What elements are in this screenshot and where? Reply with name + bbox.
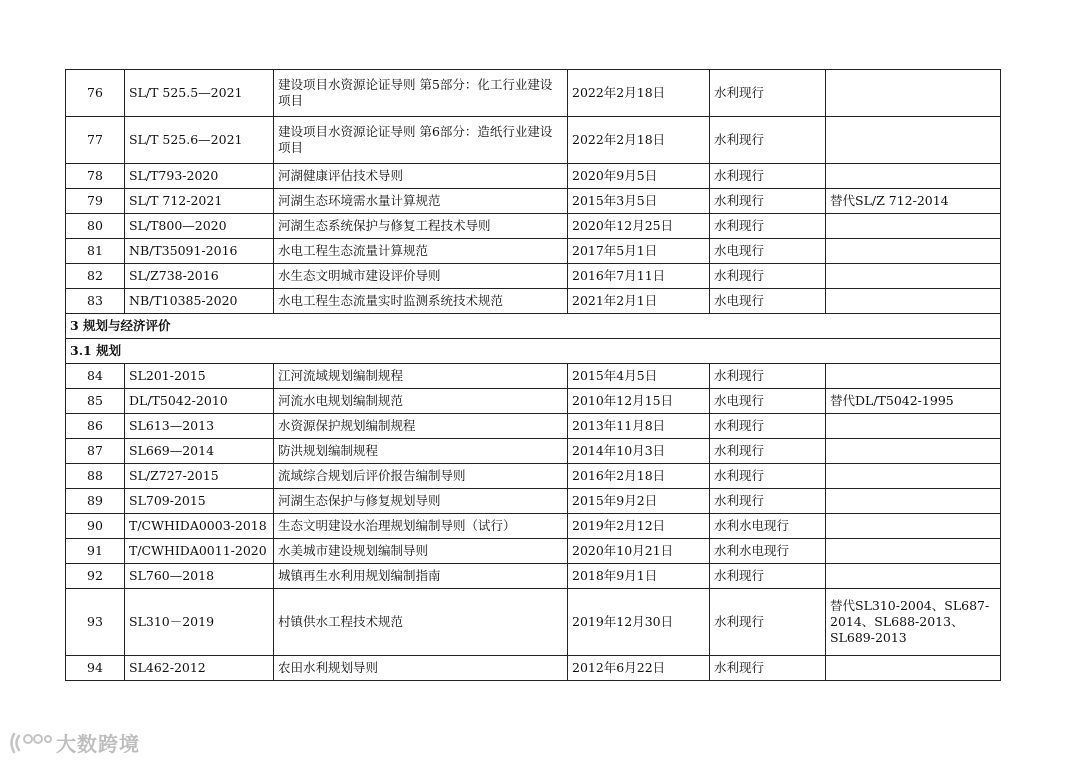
cell-date: 2018年9月1日 [568,564,710,589]
cell-note [826,364,1001,389]
cell-status: 水利现行 [710,189,826,214]
cell-status: 水利现行 [710,439,826,464]
cell-note [826,564,1001,589]
cell-note [826,414,1001,439]
cell-status: 水利现行 [710,564,826,589]
cell-date: 2015年3月5日 [568,189,710,214]
table-row [66,364,1001,389]
watermark-text: 大数跨境 [56,732,140,756]
cell-date: 2017年5月1日 [568,239,710,264]
cell-code: SL/T800—2020 [125,214,274,239]
cell-date: 2019年2月12日 [568,514,710,539]
cell-code: DL/T5042-2010 [125,389,274,414]
cell-code: NB/T35091-2016 [125,239,274,264]
cell-number: 88 [66,464,125,489]
cell-status: 水利现行 [710,117,826,164]
cell-note [826,464,1001,489]
cell-date: 2022年2月18日 [568,70,710,117]
cell-number: 87 [66,439,125,464]
table-row [66,214,1001,239]
cell-number: 81 [66,239,125,264]
cell-name: 生态文明建设水治理规划编制导则（试行） [274,514,568,539]
cell-note [826,539,1001,564]
standards-table [65,69,1001,681]
cell-status: 水利现行 [710,414,826,439]
cell-number: 86 [66,414,125,439]
cell-note [826,70,1001,117]
table-row [66,189,1001,214]
cell-note [826,439,1001,464]
cell-date: 2014年10月3日 [568,439,710,464]
standards-table-body [66,70,1001,681]
cell-status: 水电现行 [710,289,826,314]
cell-name: 水资源保护规划编制规程 [274,414,568,439]
cell-note [826,264,1001,289]
table-row [66,70,1001,117]
cell-number: 84 [66,364,125,389]
cell-code: SL/Z727-2015 [125,464,274,489]
cell-date: 2020年12月25日 [568,214,710,239]
cell-note [826,239,1001,264]
cell-code: SL462-2012 [125,656,274,681]
cell-note [826,117,1001,164]
cell-date: 2022年2月18日 [568,117,710,164]
section-title: 3.1 规划 [66,339,1001,364]
cell-name: 防洪规划编制规程 [274,439,568,464]
cell-name: 村镇供水工程技术规范 [274,589,568,656]
cell-code: NB/T10385-2020 [125,289,274,314]
cell-number: 94 [66,656,125,681]
cell-name: 建设项目水资源论证导则 第5部分：化工行业建设项目 [274,70,568,117]
table-row [66,589,1001,656]
table-row [66,539,1001,564]
table-row [66,289,1001,314]
cell-note [826,489,1001,514]
cell-note: 替代SL/Z 712-2014 [826,189,1001,214]
table-row [66,164,1001,189]
cell-number: 89 [66,489,125,514]
cell-name: 河湖生态保护与修复规划导则 [274,489,568,514]
cell-number: 91 [66,539,125,564]
cell-name: 河湖健康评估技术导则 [274,164,568,189]
cell-number: 76 [66,70,125,117]
section-header-row [66,339,1001,364]
cell-number: 77 [66,117,125,164]
cell-note [826,289,1001,314]
cell-status: 水利现行 [710,589,826,656]
table-row [66,489,1001,514]
cell-status: 水利现行 [710,656,826,681]
cell-date: 2015年4月5日 [568,364,710,389]
cell-name: 水电工程生态流量计算规范 [274,239,568,264]
cell-date: 2020年9月5日 [568,164,710,189]
cell-code: SL310－2019 [125,589,274,656]
cell-name: 江河流域规划编制规程 [274,364,568,389]
cell-name: 河流水电规划编制规范 [274,389,568,414]
section-title: 3 规划与经济评价 [66,314,1001,339]
cell-date: 2010年12月15日 [568,389,710,414]
cell-name: 流域综合规划后评价报告编制导则 [274,464,568,489]
cell-name: 城镇再生水利用规划编制指南 [274,564,568,589]
cell-code: SL/Z738-2016 [125,264,274,289]
cell-code: SL/T 525.6—2021 [125,117,274,164]
cell-name: 农田水利规划导则 [274,656,568,681]
cell-date: 2020年10月21日 [568,539,710,564]
table-row [66,564,1001,589]
cell-date: 2012年6月22日 [568,656,710,681]
table-row [66,464,1001,489]
cell-name: 河湖生态系统保护与修复工程技术导则 [274,214,568,239]
cell-status: 水利现行 [710,489,826,514]
cell-code: T/CWHIDA0011-2020 [125,539,274,564]
cell-name: 建设项目水资源论证导则 第6部分：造纸行业建设项目 [274,117,568,164]
cell-number: 85 [66,389,125,414]
cell-name: 水生态文明城市建设评价导则 [274,264,568,289]
cell-code: SL201-2015 [125,364,274,389]
cell-status: 水利现行 [710,70,826,117]
section-header-row [66,314,1001,339]
cell-number: 93 [66,589,125,656]
cell-code: T/CWHIDA0003-2018 [125,514,274,539]
brand-logo-icon [8,730,52,756]
cell-code: SL/T 712-2021 [125,189,274,214]
cell-number: 90 [66,514,125,539]
cell-code: SL/T 525.5—2021 [125,70,274,117]
cell-note: 替代DL/T5042-1995 [826,389,1001,414]
cell-status: 水利现行 [710,264,826,289]
cell-note [826,164,1001,189]
cell-name: 水电工程生态流量实时监测系统技术规范 [274,289,568,314]
cell-status: 水利水电现行 [710,539,826,564]
cell-number: 92 [66,564,125,589]
cell-number: 78 [66,164,125,189]
cell-date: 2016年2月18日 [568,464,710,489]
cell-status: 水电现行 [710,239,826,264]
cell-note [826,214,1001,239]
cell-date: 2015年9月2日 [568,489,710,514]
cell-status: 水利现行 [710,164,826,189]
cell-date: 2016年7月11日 [568,264,710,289]
watermark [8,728,140,757]
table-row [66,389,1001,414]
cell-note [826,656,1001,681]
table-row [66,439,1001,464]
cell-note [826,514,1001,539]
table-row [66,414,1001,439]
table-row [66,239,1001,264]
table-row [66,514,1001,539]
cell-code: SL709-2015 [125,489,274,514]
cell-status: 水利现行 [710,464,826,489]
cell-note: 替代SL310-2004、SL687-2014、SL688-2013、SL689-2013 [826,589,1001,656]
cell-code: SL613—2013 [125,414,274,439]
table-row [66,264,1001,289]
cell-code: SL669—2014 [125,439,274,464]
cell-date: 2019年12月30日 [568,589,710,656]
cell-status: 水电现行 [710,389,826,414]
cell-date: 2013年11月8日 [568,414,710,439]
cell-number: 82 [66,264,125,289]
table-row [66,117,1001,164]
cell-status: 水利现行 [710,364,826,389]
cell-name: 水美城市建设规划编制导则 [274,539,568,564]
cell-code: SL760—2018 [125,564,274,589]
cell-number: 79 [66,189,125,214]
cell-status: 水利水电现行 [710,514,826,539]
cell-number: 80 [66,214,125,239]
cell-status: 水利现行 [710,214,826,239]
table-row [66,656,1001,681]
cell-code: SL/T793-2020 [125,164,274,189]
cell-number: 83 [66,289,125,314]
cell-name: 河湖生态环境需水量计算规范 [274,189,568,214]
cell-date: 2021年2月1日 [568,289,710,314]
